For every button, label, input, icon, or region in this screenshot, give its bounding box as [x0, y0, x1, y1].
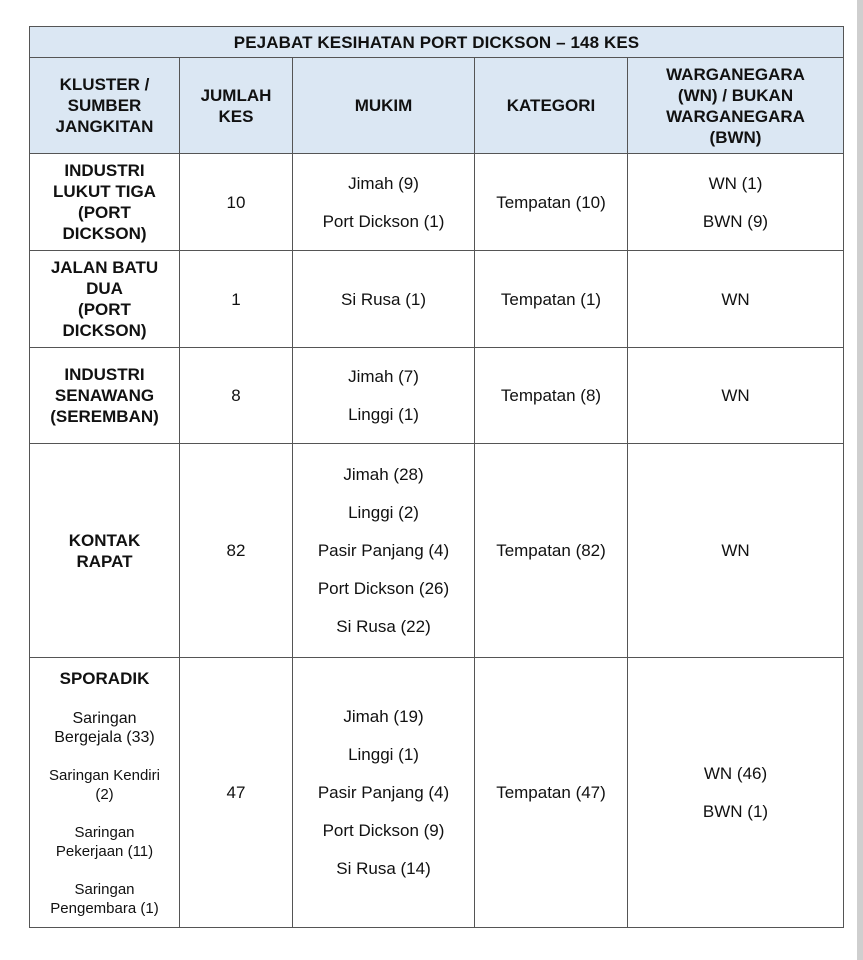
sporadik-sub-line: Bergejala (33) — [54, 728, 155, 746]
mukim-item: Pasir Panjang (4) — [317, 783, 450, 802]
sporadik-title: SPORADIK — [59, 668, 150, 688]
cluster-cell — [30, 251, 180, 348]
category-cell: Tempatan (1) — [475, 251, 628, 348]
cluster-line: LUKUT TIGA — [53, 182, 156, 201]
table-row — [30, 348, 844, 444]
mukim-item: Jimah (7) — [348, 367, 419, 386]
mukim-item: Si Rusa (14) — [336, 859, 431, 878]
table-row — [30, 251, 844, 348]
category-cell: Tempatan (47) — [475, 658, 628, 928]
header-cases-line: JUMLAH — [200, 85, 272, 105]
citizenship-item: BWN (9) — [702, 211, 769, 231]
header-row — [30, 58, 844, 154]
citizenship-cell — [628, 154, 844, 251]
citizenship-cell — [628, 348, 844, 444]
sporadik-sub-line: Saringan Kendiri — [49, 766, 160, 784]
cluster-line: JALAN BATU — [50, 258, 159, 277]
header-cases — [180, 58, 293, 154]
citizenship-cell — [628, 658, 844, 928]
mukim-item: Linggi (1) — [348, 745, 419, 764]
header-cases-line: KES — [218, 106, 254, 126]
cases-table — [29, 26, 844, 928]
cluster-line: RAPAT — [76, 551, 133, 571]
citizenship-item: BWN (1) — [702, 802, 769, 821]
cluster-cell — [30, 348, 180, 444]
cluster-line: (PORT — [78, 300, 131, 319]
sporadik-sub-item — [34, 880, 175, 918]
mukim-item: Jimah (28) — [343, 465, 424, 484]
header-citizenship-line: (BWN) — [709, 127, 762, 147]
cluster-line: DICKSON) — [62, 321, 147, 340]
cluster-line: INDUSTRI — [64, 161, 145, 180]
mukim-cell — [293, 658, 475, 928]
sporadik-sub-item — [34, 823, 175, 861]
sporadik-sub-line: (2) — [95, 785, 114, 803]
cluster-line: (PORT — [78, 203, 131, 222]
cluster-cell — [30, 154, 180, 251]
cases-cell: 8 — [180, 348, 293, 444]
header-cluster-line: SUMBER — [67, 96, 142, 115]
mukim-item: Si Rusa (1) — [340, 289, 427, 309]
mukim-item: Si Rusa (22) — [336, 617, 431, 636]
cluster-line: (SEREMBAN) — [50, 407, 159, 426]
citizenship-item: WN — [721, 289, 750, 309]
cluster-line: INDUSTRI — [64, 365, 145, 384]
mukim-cell — [293, 154, 475, 251]
table-row — [30, 444, 844, 658]
header-cluster-line: JANGKITAN — [55, 117, 154, 136]
citizenship-cell — [628, 251, 844, 348]
mukim-item: Port Dickson (1) — [322, 211, 445, 231]
mukim-cell — [293, 348, 475, 444]
sporadik-sub-line: Saringan — [74, 880, 135, 898]
sporadik-sub-list — [34, 709, 175, 918]
header-citizenship-line: WARGANEGARA — [666, 106, 805, 126]
header-cluster-line: KLUSTER / — [59, 75, 150, 94]
cluster-line: DUA — [86, 279, 123, 298]
sporadik-sub-line: Pekerjaan (11) — [55, 842, 154, 860]
category-cell: Tempatan (8) — [475, 348, 628, 444]
citizenship-item: WN — [721, 386, 750, 405]
sporadik-sub-item — [34, 709, 175, 747]
cluster-line: KONTAK — [68, 530, 141, 550]
cases-cell: 82 — [180, 444, 293, 658]
page-edge-shadow — [857, 0, 863, 960]
table-row — [30, 658, 844, 928]
category-cell: Tempatan (10) — [475, 154, 628, 251]
citizenship-cell — [628, 444, 844, 658]
cases-cell: 47 — [180, 658, 293, 928]
mukim-item: Linggi (2) — [348, 503, 419, 522]
sporadik-sub-line: Pengembara (1) — [50, 899, 159, 917]
mukim-item: Pasir Panjang (4) — [317, 541, 450, 560]
header-citizenship — [628, 58, 844, 154]
table-row — [30, 154, 844, 251]
cases-cell: 10 — [180, 154, 293, 251]
mukim-item: Jimah (9) — [348, 173, 419, 193]
mukim-cell — [293, 444, 475, 658]
citizenship-item: WN (1) — [708, 173, 763, 193]
cluster-cell — [30, 658, 180, 928]
cluster-line: DICKSON) — [62, 224, 147, 243]
citizenship-item: WN — [721, 541, 750, 560]
header-citizenship-line: WARGANEGARA — [666, 64, 805, 84]
mukim-item: Port Dickson (26) — [317, 579, 450, 598]
mukim-item: Jimah (19) — [343, 707, 424, 726]
mukim-cell — [293, 251, 475, 348]
header-category: KATEGORI — [475, 58, 628, 154]
header-citizenship-line: (WN) / BUKAN — [677, 85, 794, 105]
table-title: PEJABAT KESIHATAN PORT DICKSON – 148 KES — [30, 27, 844, 58]
mukim-item: Linggi (1) — [348, 405, 419, 424]
sporadik-sub-line: Saringan — [72, 709, 137, 727]
cluster-cell — [30, 444, 180, 658]
mukim-item: Port Dickson (9) — [322, 821, 445, 840]
header-mukim: MUKIM — [293, 58, 475, 154]
title-row — [30, 27, 844, 58]
header-cluster — [30, 58, 180, 154]
cluster-line: SENAWANG — [54, 386, 155, 405]
citizenship-item: WN (46) — [703, 764, 768, 783]
sporadik-sub-item — [34, 766, 175, 804]
sporadik-sub-line: Saringan — [74, 823, 135, 841]
category-cell: Tempatan (82) — [475, 444, 628, 658]
cases-cell: 1 — [180, 251, 293, 348]
